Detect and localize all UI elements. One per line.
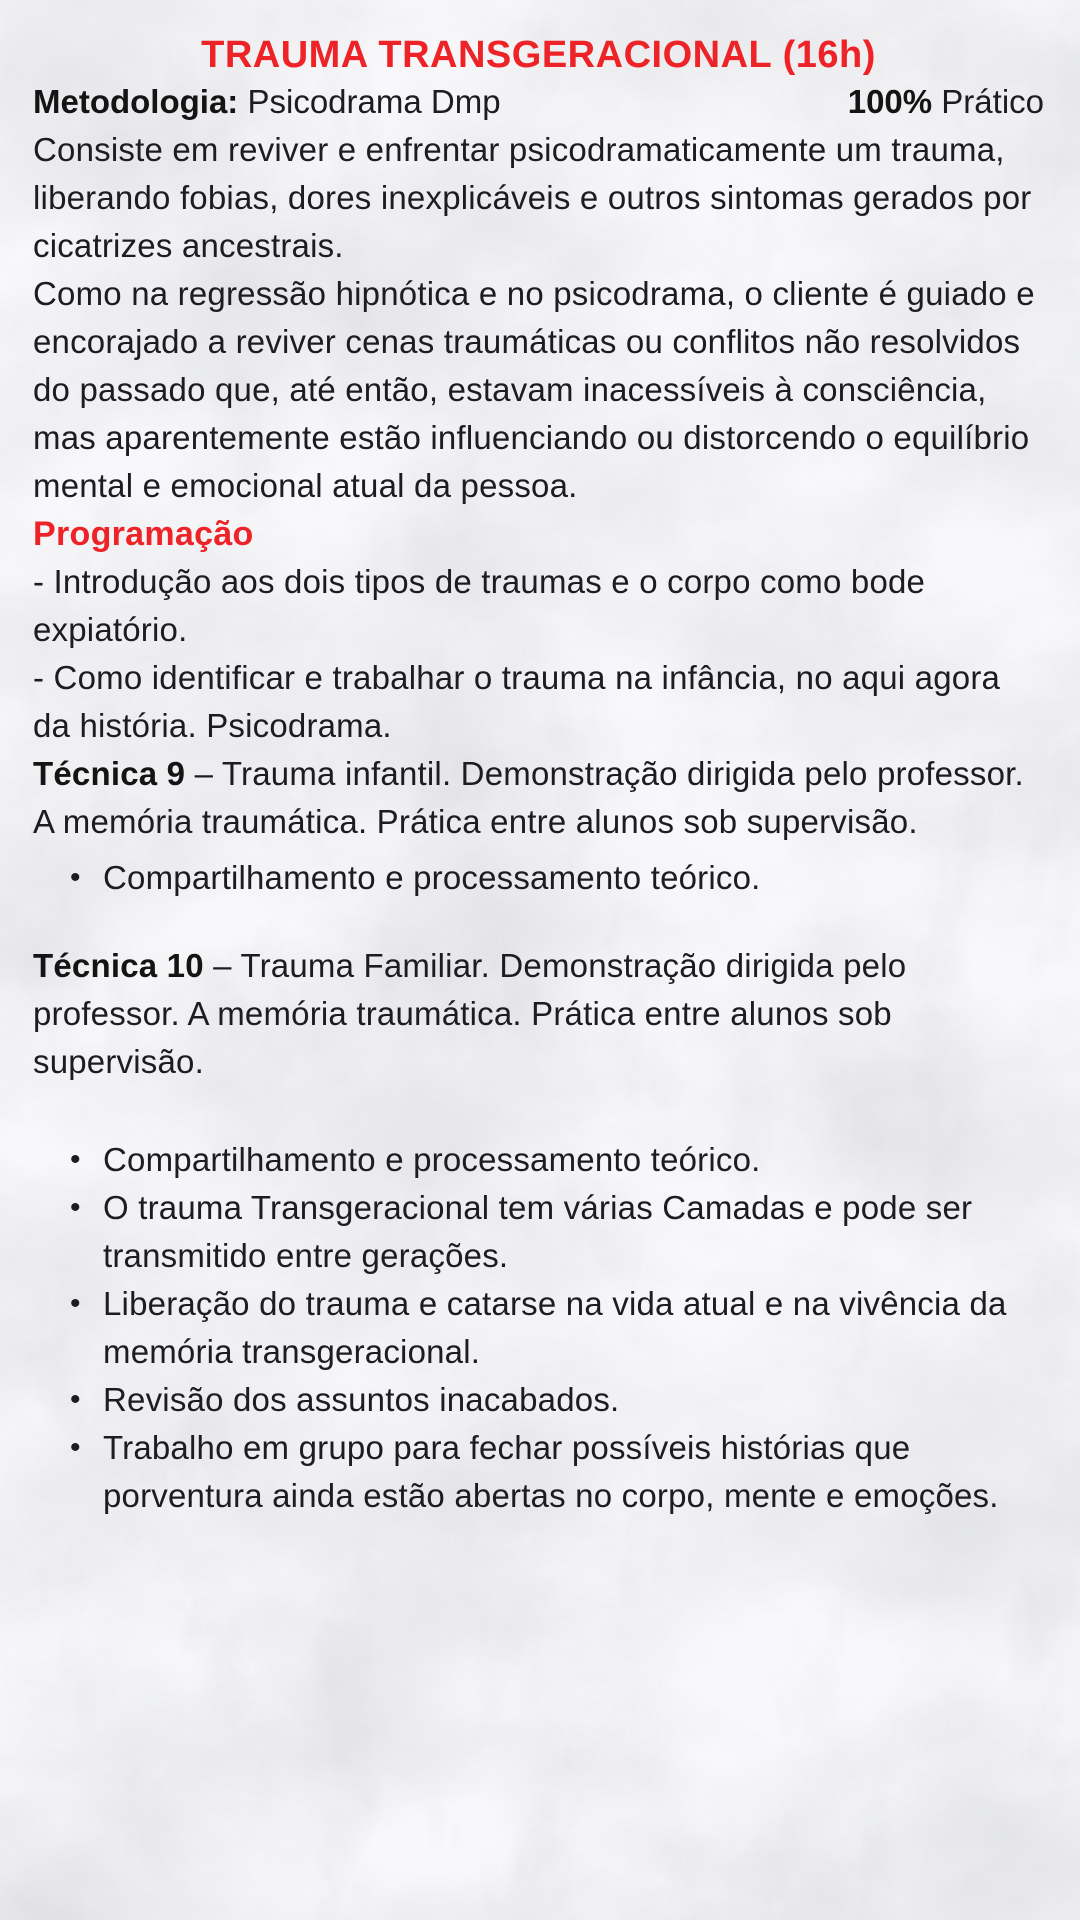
methodology-text [33,78,501,126]
bullet-item: • Compartilhamento e processamento teórico. [103,1136,1044,1184]
tecnica-10-paragraph [33,942,1044,1086]
practical-badge [848,78,1044,126]
bullet-item: • O trauma Transgeracional tem várias Camadas e pode ser transmitido entre gerações. [103,1184,1044,1280]
methodology-value: Psicodrama Dmp [238,83,501,120]
tecnica-9-label: Técnica 9 [33,755,186,792]
tecnica-10-label: Técnica 10 [33,947,204,984]
practical-label: Prático [932,83,1044,120]
description-paragraph: Como na regressão hipnótica e no psicodrama, o cliente é guiado e encorajado a reviver cenas traumáticas ou conflitos não resolvidos do passado que, até então, estavam inacessíveis à consciência, mas aparentemente estão influenciando ou distorcendo o equilíbrio mental e emocional atual da pessoa. [33,275,1035,504]
methodology-label: Metodologia: [33,83,239,120]
program-item: - Introdução aos dois tipos de traumas e o corpo como bode expiatório. [33,563,926,648]
tecnica-9-paragraph [33,750,1044,846]
tecnica-10-text: – Trauma Familiar. Demonstração dirigida pelo professor. A memória traumática. Prática entre alunos sob supervisão. [33,947,907,1080]
tecnica-9-text: – Trauma infantil. Demonstração dirigida pelo professor. A memória traumática. Prática entre alunos sob supervisão. [33,755,1024,840]
practical-percent: 100% [847,83,933,120]
tecnica-9-bullet-list [33,854,1044,902]
tecnica-10-bullet-list [33,1136,1044,1520]
bullet-item: • Trabalho em grupo para fechar possíveis histórias que porventura ainda estão abertas no corpo, mente e emoções. [103,1424,1044,1520]
bullet-item: • Liberação do trauma e catarse na vida atual e na vivência da memória transgeracional. [103,1280,1044,1376]
intro-paragraph: Consiste em reviver e enfrentar psicodramaticamente um trauma, liberando fobias, dores inexplicáveis e outros sintomas gerados por cicatrizes ancestrais. [33,131,1032,264]
program-item: - Como identificar e trabalhar o trauma na infância, no aqui agora da história. Psicodrama. [33,659,1001,744]
program-list [33,558,1044,750]
bullet-item: • Compartilhamento e processamento teórico. [103,854,1044,902]
program-heading: Programação [33,515,254,553]
bullet-item: • Revisão dos assuntos inacabados. [103,1376,1044,1424]
page-title: TRAUMA TRANSGERACIONAL (16h) [201,34,876,76]
methodology-row [33,78,1044,126]
